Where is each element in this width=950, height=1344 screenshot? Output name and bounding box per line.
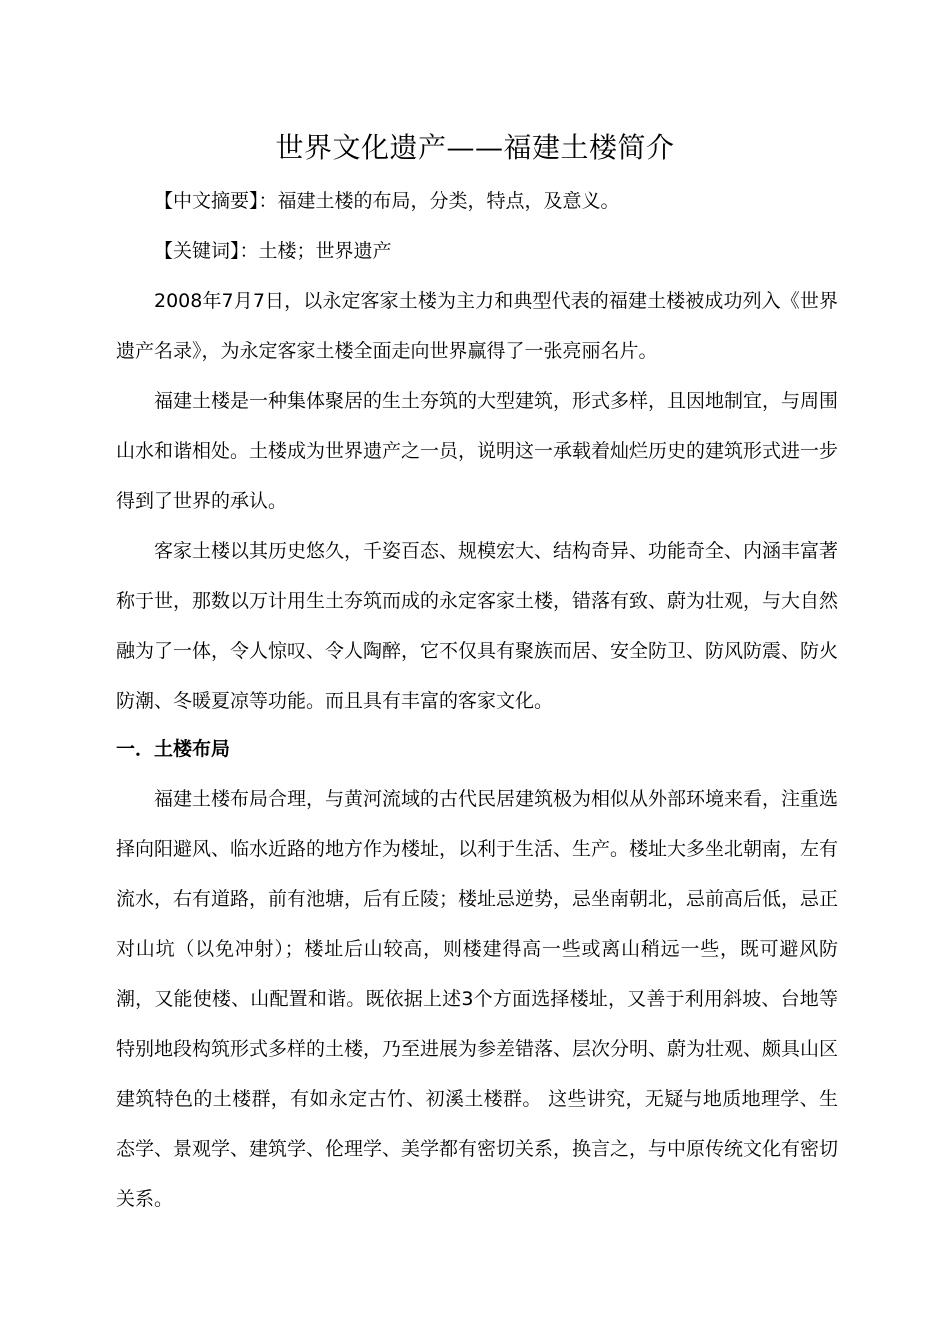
intro-paragraph-3: 客家土楼以其历史悠久，千姿百态、规模宏大、结构奇异、功能奇全、内涵丰富著称于世，那数以万计用生土夯筑而成的永定客家土楼，错落有致、蔚为壮观，与大自然融为了一体，令人惊叹、令人陶醉，它不仅具有聚族而居、安全防卫、防风防震、防火防潮、冬暖夏凉等功能。而且具有丰富的客家文化。 <box>116 540 839 712</box>
section-heading-layout: 一．土楼布局 <box>116 738 231 760</box>
keywords-line: 【关键词】：土楼；世界遗产 <box>154 240 392 262</box>
section-paragraph-layout: 福建土楼布局合理，与黄河流域的古代民居建筑极为相似从外部环境来看，注重选择向阳避风、临水近路的地方作为楼址，以利于生活、生产。楼址大多坐北朝南，左有流水，右有道路，前有池塘，后有丘陵；楼址忌逆势，忌坐南朝北，忌前高后低，忌正对山坑（以免冲射）；楼址后山较高，则楼建得高一些或离山稍远一些，既可避风防潮，又能使楼、山配置和谐。既依据上述3个方面选择楼址，又善于利用斜坡、台地等特别地段构筑形式多样的土楼，乃至进展为参差错落、层次分明、蔚为壮观、颇具山区建筑特色的土楼群，有如永定古竹、初溪土楼群。 这些讲究，无疑与地质地理学、生态学、景观学、建筑学、伦理学、美学都有密切关系，换言之，与中原传统文化有密切关系。 <box>116 788 839 1210</box>
intro-paragraph-2: 福建土楼是一种集体聚居的生土夯筑的大型建筑，形式多样，且因地制宜，与周围山水和谐相处。土楼成为世界遗产之一员，说明这一承载着灿烂历史的建筑形式进一步得到了世界的承认。 <box>116 390 839 512</box>
document-title: 世界文化遗产——福建土楼简介 <box>275 131 675 164</box>
intro-paragraph-1: 2008年7月7日，以永定客家土楼为主力和典型代表的福建土楼被成功列入《世界遗产名录》，为永定客家土楼全面走向世界赢得了一张亮丽名片。 <box>116 290 838 362</box>
abstract-line: 【中文摘要】：福建土楼的布局，分类，特点，及意义。 <box>154 190 620 212</box>
